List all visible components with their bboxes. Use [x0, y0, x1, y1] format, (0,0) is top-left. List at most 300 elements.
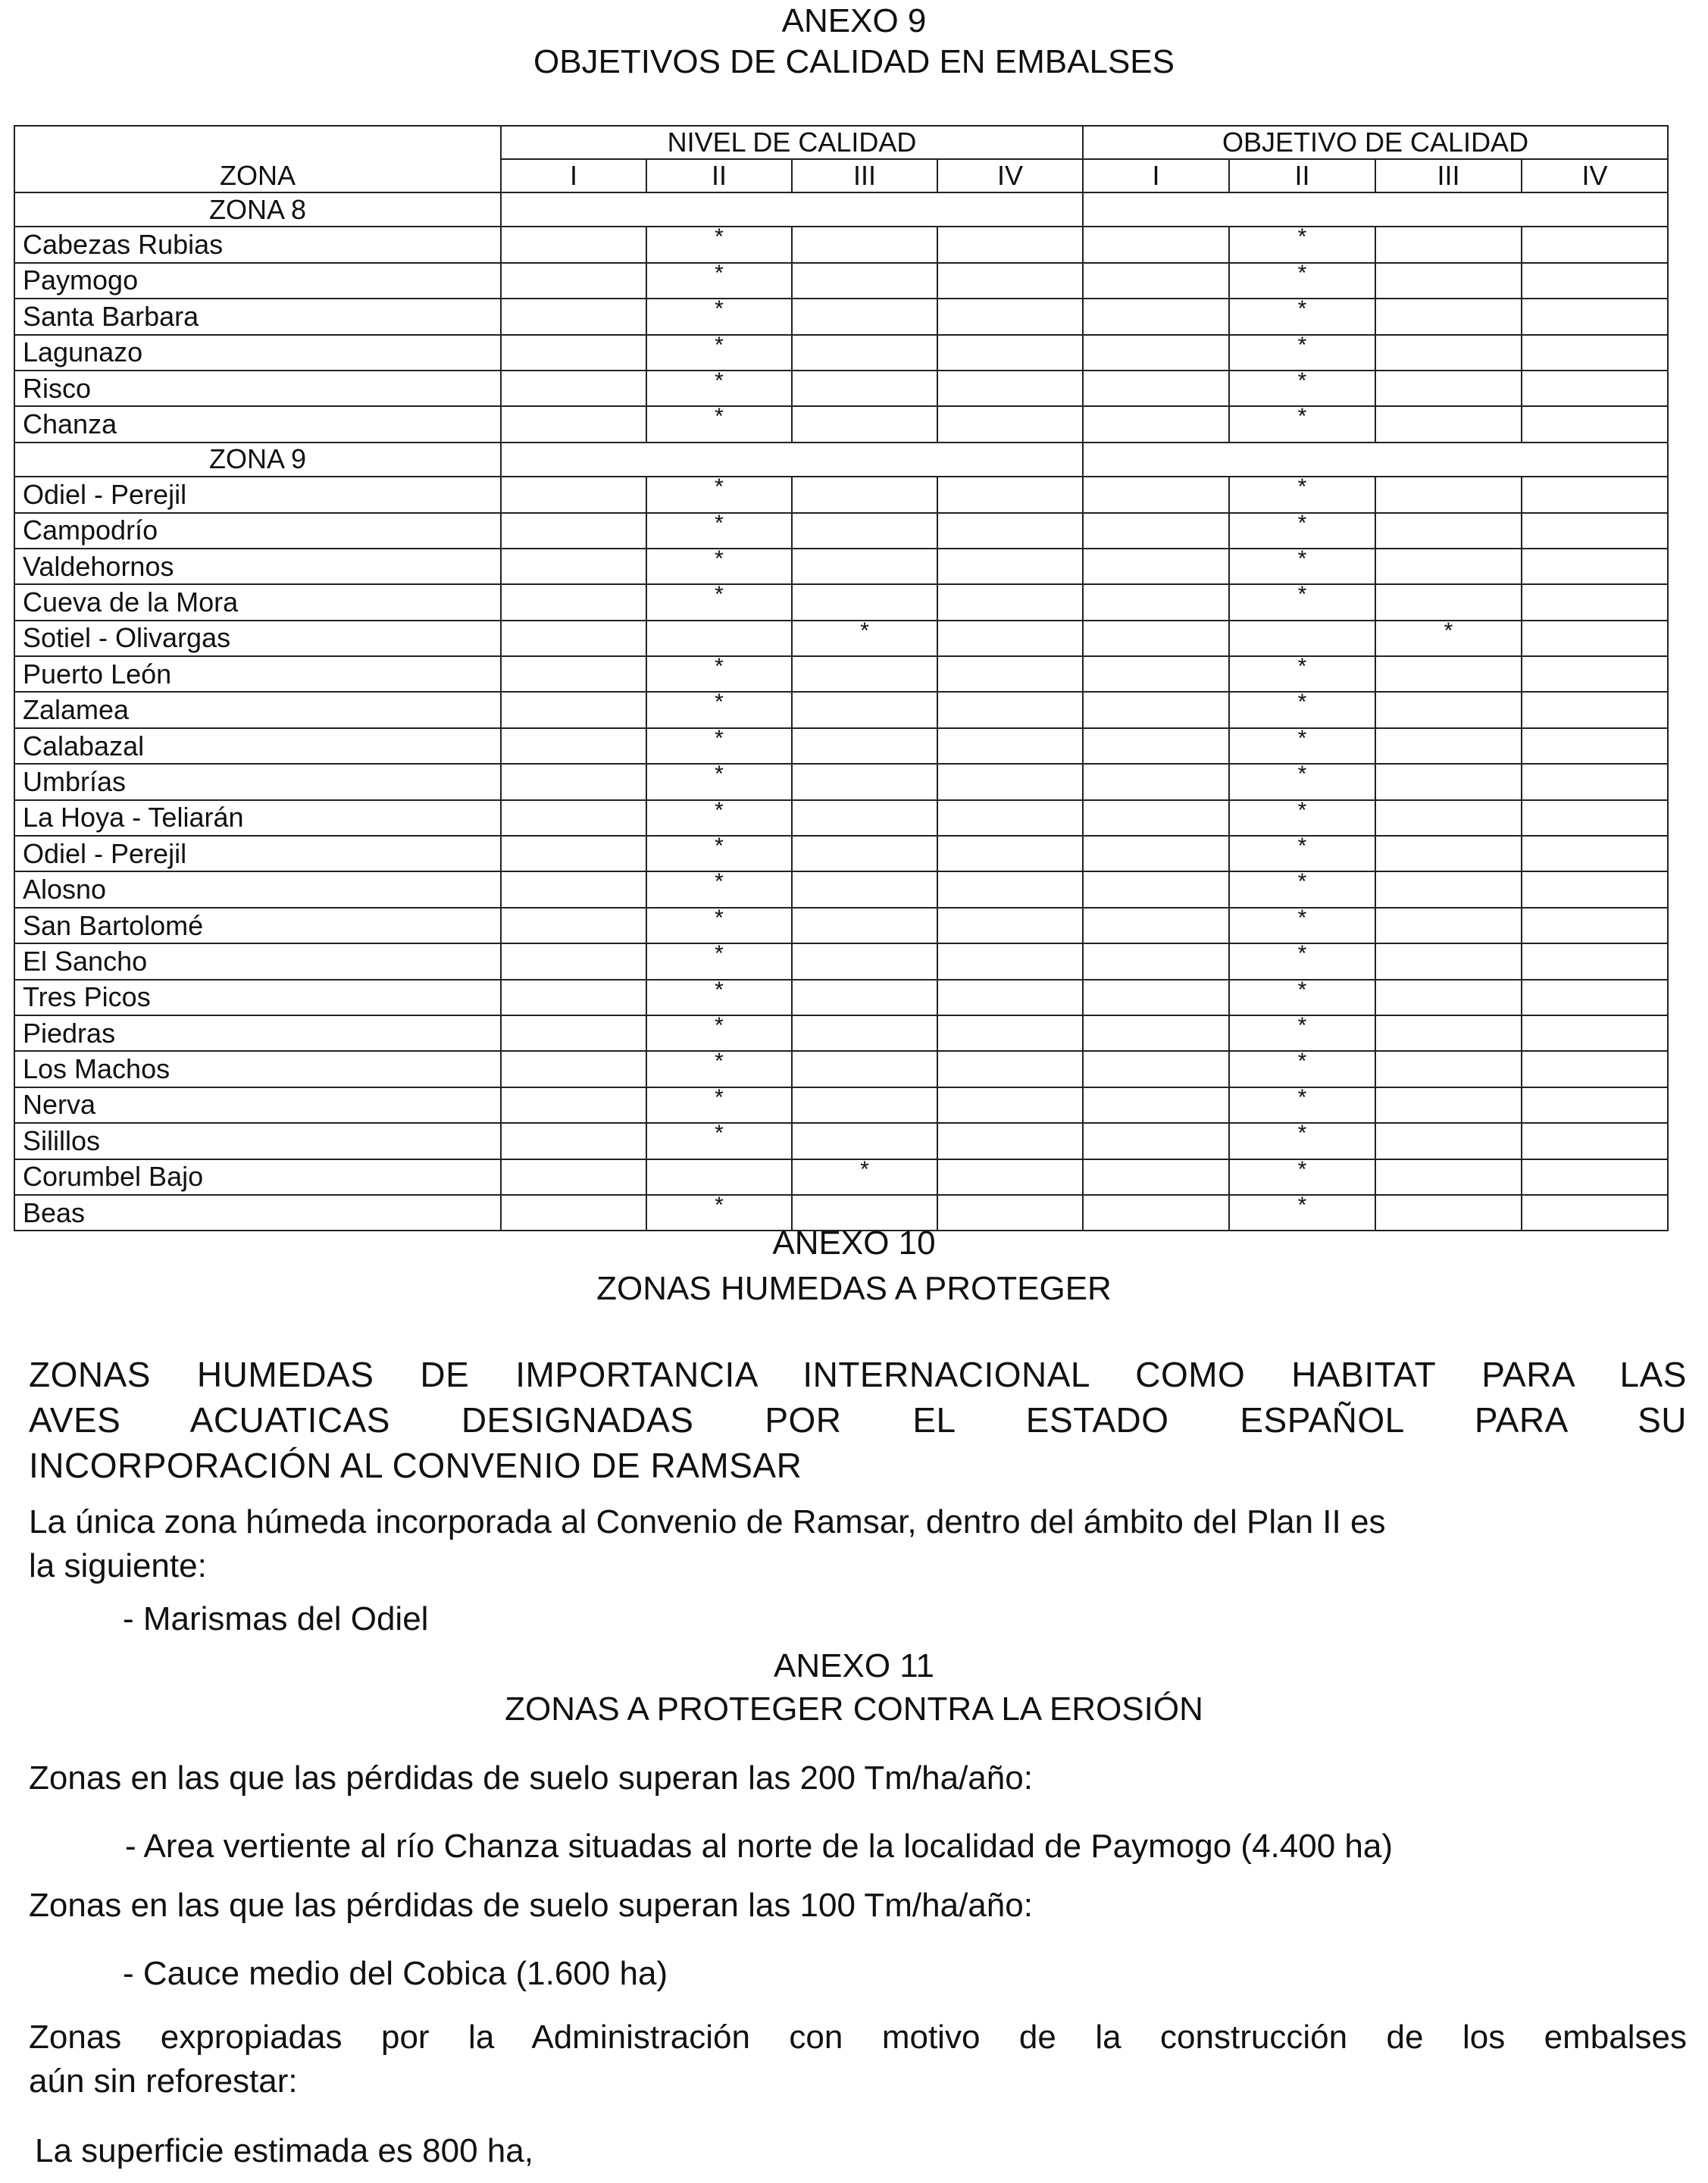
nivel-cell-iii — [792, 908, 937, 943]
asterisk-mark: * — [1297, 406, 1307, 430]
reservoir-name: Los Machos — [14, 1051, 501, 1087]
objetivo-cell-iii — [1375, 656, 1522, 692]
nivel-cell-ii — [646, 800, 792, 836]
objetivo-cell-iv — [1522, 513, 1668, 549]
table-row — [14, 1051, 1668, 1087]
anexo10-title: ANEXO 10 — [772, 1224, 936, 1262]
objetivo-cell-iv — [1522, 584, 1668, 620]
objetivo-cell-iv — [1522, 371, 1668, 406]
objetivo-cell-i — [1083, 371, 1229, 406]
zone-column-header: ZONA — [14, 126, 501, 192]
reservoir-name: Santa Barbara — [14, 299, 501, 334]
objetivo-cell-iv — [1522, 227, 1668, 262]
asterisk-mark: * — [715, 406, 724, 430]
nivel-cell-i — [501, 1087, 646, 1123]
nivel-cell-ii — [646, 764, 792, 799]
reservoir-name: El Sancho — [14, 943, 501, 979]
asterisk-mark: * — [715, 334, 724, 358]
asterisk-mark: * — [715, 584, 724, 608]
objetivo-cell-iv — [1522, 335, 1668, 371]
nivel-cell-iii — [792, 943, 937, 979]
nivel-cell-ii — [646, 477, 792, 512]
asterisk-mark: * — [1297, 727, 1307, 751]
erosion-200-label: Zonas en las que las pérdidas de suelo superan las 200 Tm/ha/año: — [29, 1759, 1033, 1797]
nivel-cell-ii — [646, 621, 792, 656]
nivel-cell-iv — [937, 477, 1083, 512]
objetivo-cell-ii — [1229, 1123, 1375, 1159]
table-row — [14, 943, 1668, 979]
reservoir-name: Umbrías — [14, 764, 501, 799]
ramsar-heading-line2: AVES ACUATICAS DESIGNADAS POR EL ESTADO ESPAÑOL PARA SU — [29, 1400, 1687, 1440]
objetivo-cell-ii — [1229, 1159, 1375, 1195]
objetivo-level-i: I — [1083, 159, 1229, 192]
nivel-cell-ii — [646, 299, 792, 334]
zone-objetivo-span — [1083, 443, 1668, 477]
objetivo-cell-i — [1083, 584, 1229, 620]
objetivo-cell-ii — [1229, 584, 1375, 620]
nivel-level-iii: III — [792, 159, 937, 192]
objetivo-cell-ii — [1229, 908, 1375, 943]
reservoir-name: Sotiel - Olivargas — [14, 621, 501, 656]
objetivo-cell-iii — [1375, 728, 1522, 764]
nivel-cell-ii — [646, 1051, 792, 1087]
asterisk-mark: * — [1297, 943, 1307, 967]
reservoir-name: Campodrío — [14, 513, 501, 549]
nivel-cell-iv — [937, 1123, 1083, 1159]
anexo11-subtitle: ZONAS A PROTEGER CONTRA LA EROSIÓN — [505, 1690, 1203, 1728]
nivel-cell-i — [501, 477, 646, 512]
objetivo-cell-iv — [1522, 980, 1668, 1015]
objetivo-cell-iii — [1375, 584, 1522, 620]
objetivo-cell-iii — [1375, 692, 1522, 727]
objetivo-cell-iii — [1375, 908, 1522, 943]
nivel-cell-iii — [792, 656, 937, 692]
table-row — [14, 406, 1668, 442]
reservoir-name: Tres Picos — [14, 980, 501, 1015]
nivel-cell-iii — [792, 1051, 937, 1087]
anexo11-title: ANEXO 11 — [774, 1647, 934, 1684]
nivel-cell-ii — [646, 263, 792, 299]
asterisk-mark: * — [1297, 907, 1307, 930]
objetivo-cell-iii — [1375, 227, 1522, 262]
nivel-cell-ii — [646, 335, 792, 371]
nivel-cell-iii — [792, 1087, 937, 1123]
nivel-cell-i — [501, 800, 646, 836]
nivel-cell-iv — [937, 980, 1083, 1015]
asterisk-mark: * — [715, 764, 724, 787]
nivel-cell-iv — [937, 656, 1083, 692]
table-row — [14, 692, 1668, 727]
objetivo-cell-i — [1083, 227, 1229, 262]
asterisk-mark: * — [715, 943, 724, 967]
asterisk-mark: * — [1297, 370, 1307, 393]
asterisk-mark: * — [1297, 548, 1307, 571]
table-row — [14, 800, 1668, 836]
nivel-cell-iv — [937, 871, 1083, 907]
objetivo-cell-iii — [1375, 1051, 1522, 1087]
table-row — [14, 728, 1668, 764]
asterisk-mark: * — [1297, 584, 1307, 608]
nivel-cell-iv — [937, 1051, 1083, 1087]
asterisk-mark: * — [715, 1015, 724, 1038]
objetivo-cell-ii — [1229, 406, 1375, 442]
asterisk-mark: * — [1444, 620, 1453, 643]
anexo9-title: ANEXO 9 — [781, 2, 927, 39]
nivel-cell-ii — [646, 871, 792, 907]
nivel-cell-iv — [937, 584, 1083, 620]
objetivo-cell-ii — [1229, 1051, 1375, 1087]
objetivo-cell-i — [1083, 1051, 1229, 1087]
objetivo-cell-iv — [1522, 549, 1668, 584]
nivel-cell-i — [501, 1051, 646, 1087]
objetivo-cell-ii — [1229, 335, 1375, 371]
nivel-cell-iii — [792, 406, 937, 442]
nivel-cell-iii — [792, 800, 937, 836]
nivel-cell-i — [501, 728, 646, 764]
objetivo-cell-iv — [1522, 908, 1668, 943]
reservoir-name: Beas — [14, 1195, 501, 1231]
asterisk-mark: * — [715, 871, 724, 895]
ramsar-heading-line1: ZONAS HUMEDAS DE IMPORTANCIA INTERNACIONAL COMO HABITAT PARA LAS — [29, 1355, 1687, 1394]
nivel-cell-i — [501, 621, 646, 656]
objetivo-cell-i — [1083, 692, 1229, 727]
objetivo-cell-ii — [1229, 871, 1375, 907]
nivel-cell-iv — [937, 406, 1083, 442]
objetivo-cell-ii — [1229, 477, 1375, 512]
objetivo-cell-ii — [1229, 263, 1375, 299]
nivel-cell-i — [501, 1015, 646, 1051]
asterisk-mark: * — [1297, 1194, 1307, 1218]
table-row — [14, 477, 1668, 512]
objetivo-cell-i — [1083, 836, 1229, 871]
estimated-area-line: La superficie estimada es 800 ha, — [35, 2132, 533, 2169]
asterisk-mark: * — [715, 262, 724, 286]
asterisk-mark: * — [715, 512, 724, 536]
reservoir-name: Silillos — [14, 1123, 501, 1159]
asterisk-mark: * — [1297, 656, 1307, 680]
objetivo-cell-ii — [1229, 980, 1375, 1015]
table-row — [14, 335, 1668, 371]
nivel-cell-iv — [937, 1087, 1083, 1123]
nivel-cell-i — [501, 692, 646, 727]
asterisk-mark: * — [1297, 799, 1307, 823]
nivel-cell-iii — [792, 263, 937, 299]
objetivo-cell-iii — [1375, 871, 1522, 907]
quality-objectives-table — [14, 125, 1669, 1231]
nivel-cell-iv — [937, 1015, 1083, 1051]
asterisk-mark: * — [1297, 692, 1307, 715]
nivel-cell-i — [501, 299, 646, 334]
asterisk-mark: * — [1297, 1123, 1307, 1146]
asterisk-mark: * — [715, 1123, 724, 1146]
objetivo-cell-iv — [1522, 692, 1668, 727]
nivel-cell-i — [501, 871, 646, 907]
nivel-cell-iv — [937, 908, 1083, 943]
nivel-cell-ii — [646, 656, 792, 692]
objetivo-cell-iii — [1375, 836, 1522, 871]
nivel-cell-ii — [646, 1015, 792, 1051]
objetivo-cell-i — [1083, 1159, 1229, 1195]
objetivo-cell-iii — [1375, 1015, 1522, 1051]
asterisk-mark: * — [715, 799, 724, 823]
objetivo-cell-ii — [1229, 513, 1375, 549]
objetivo-cell-ii — [1229, 227, 1375, 262]
asterisk-mark: * — [1297, 512, 1307, 536]
nivel-cell-iii — [792, 980, 937, 1015]
objetivo-cell-iii — [1375, 335, 1522, 371]
objetivo-cell-iv — [1522, 621, 1668, 656]
nivel-cell-ii — [646, 1159, 792, 1195]
asterisk-mark: * — [1297, 334, 1307, 358]
asterisk-mark: * — [1297, 1159, 1307, 1182]
objetivo-cell-i — [1083, 1087, 1229, 1123]
asterisk-mark: * — [715, 548, 724, 571]
objetivo-cell-ii — [1229, 764, 1375, 799]
asterisk-mark: * — [715, 299, 724, 322]
nivel-cell-ii — [646, 584, 792, 620]
objetivo-cell-iii — [1375, 1087, 1522, 1123]
asterisk-mark: * — [715, 836, 724, 859]
nivel-cell-i — [501, 1159, 646, 1195]
nivel-cell-iv — [937, 299, 1083, 334]
nivel-cell-iv — [937, 800, 1083, 836]
objetivo-cell-i — [1083, 764, 1229, 799]
nivel-cell-i — [501, 584, 646, 620]
nivel-cell-iii — [792, 1015, 937, 1051]
table-row — [14, 656, 1668, 692]
asterisk-mark: * — [715, 227, 724, 250]
reservoir-name: Calabazal — [14, 728, 501, 764]
table-row — [14, 764, 1668, 799]
objetivo-cell-ii — [1229, 800, 1375, 836]
reservoir-name: Nerva — [14, 1087, 501, 1123]
objetivo-header: OBJETIVO DE CALIDAD — [1083, 126, 1668, 159]
nivel-cell-iv — [937, 943, 1083, 979]
nivel-cell-ii — [646, 1123, 792, 1159]
nivel-cell-ii — [646, 406, 792, 442]
zone-nivel-span — [501, 443, 1083, 477]
objetivo-cell-iv — [1522, 1159, 1668, 1195]
asterisk-mark: * — [715, 692, 724, 715]
objetivo-cell-i — [1083, 406, 1229, 442]
objetivo-cell-i — [1083, 621, 1229, 656]
nivel-cell-i — [501, 371, 646, 406]
objetivo-cell-ii — [1229, 1087, 1375, 1123]
objetivo-cell-i — [1083, 800, 1229, 836]
asterisk-mark: * — [715, 1087, 724, 1110]
objetivo-cell-iii — [1375, 621, 1522, 656]
objetivo-cell-iii — [1375, 943, 1522, 979]
nivel-cell-iv — [937, 335, 1083, 371]
objetivo-cell-i — [1083, 299, 1229, 334]
nivel-cell-ii — [646, 943, 792, 979]
reservoir-name: Zalamea — [14, 692, 501, 727]
table-row — [14, 1159, 1668, 1195]
reservoir-name: Risco — [14, 371, 501, 406]
nivel-cell-iii — [792, 1159, 937, 1195]
objetivo-cell-ii — [1229, 621, 1375, 656]
nivel-cell-iv — [937, 513, 1083, 549]
zone-objetivo-span — [1083, 192, 1668, 227]
nivel-cell-iii — [792, 513, 937, 549]
objetivo-cell-iv — [1522, 656, 1668, 692]
asterisk-mark: * — [1297, 477, 1307, 500]
nivel-cell-iii — [792, 371, 937, 406]
nivel-cell-ii — [646, 692, 792, 727]
zone-header-row — [14, 443, 1668, 477]
objetivo-cell-iv — [1522, 1051, 1668, 1087]
objetivo-cell-i — [1083, 871, 1229, 907]
nivel-cell-iii — [792, 692, 937, 727]
nivel-cell-i — [501, 656, 646, 692]
objetivo-cell-iv — [1522, 871, 1668, 907]
erosion-100-item: - Cauce medio del Cobica (1.600 ha) — [123, 1955, 668, 1992]
anexo10-subtitle: ZONAS HUMEDAS A PROTEGER — [596, 1270, 1112, 1307]
objetivo-cell-ii — [1229, 1015, 1375, 1051]
asterisk-mark: * — [860, 1159, 869, 1182]
zone-label: ZONA 9 — [14, 443, 501, 477]
nivel-cell-i — [501, 406, 646, 442]
nivel-cell-iii — [792, 1123, 937, 1159]
nivel-level-ii: II — [646, 159, 792, 192]
objetivo-cell-iii — [1375, 263, 1522, 299]
nivel-cell-iii — [792, 584, 937, 620]
asterisk-mark: * — [1297, 836, 1307, 859]
table-row — [14, 871, 1668, 907]
objetivo-cell-ii — [1229, 836, 1375, 871]
reservoir-name: Piedras — [14, 1015, 501, 1051]
nivel-cell-ii — [646, 1087, 792, 1123]
table-row — [14, 1123, 1668, 1159]
asterisk-mark: * — [1297, 979, 1307, 1002]
nivel-cell-ii — [646, 980, 792, 1015]
asterisk-mark: * — [715, 656, 724, 680]
erosion-100-label: Zonas en las que las pérdidas de suelo superan las 100 Tm/ha/año: — [29, 1887, 1033, 1924]
objetivo-cell-ii — [1229, 371, 1375, 406]
ramsar-heading-line3: INCORPORACIÓN AL CONVENIO DE RAMSAR — [29, 1446, 802, 1485]
reservoir-name: Paymogo — [14, 263, 501, 299]
objetivo-cell-i — [1083, 335, 1229, 371]
asterisk-mark: * — [860, 620, 869, 643]
nivel-cell-i — [501, 980, 646, 1015]
nivel-cell-ii — [646, 836, 792, 871]
nivel-cell-iv — [937, 692, 1083, 727]
nivel-cell-iii — [792, 728, 937, 764]
nivel-cell-iii — [792, 871, 937, 907]
table-row — [14, 584, 1668, 620]
nivel-cell-ii — [646, 549, 792, 584]
objetivo-cell-iv — [1522, 764, 1668, 799]
asterisk-mark: * — [715, 1051, 724, 1074]
objetivo-cell-ii — [1229, 728, 1375, 764]
objetivo-cell-ii — [1229, 692, 1375, 727]
objetivo-cell-iii — [1375, 406, 1522, 442]
table-row — [14, 908, 1668, 943]
reservoir-name: Corumbel Bajo — [14, 1159, 501, 1195]
objetivo-cell-i — [1083, 1123, 1229, 1159]
objetivo-cell-iv — [1522, 800, 1668, 836]
objetivo-cell-i — [1083, 477, 1229, 512]
objetivo-cell-iii — [1375, 764, 1522, 799]
reservoir-name: Odiel - Perejil — [14, 477, 501, 512]
nivel-cell-iii — [792, 621, 937, 656]
objetivo-cell-iii — [1375, 1159, 1522, 1195]
nivel-cell-i — [501, 263, 646, 299]
objetivo-cell-i — [1083, 980, 1229, 1015]
nivel-cell-iii — [792, 836, 937, 871]
objetivo-cell-ii — [1229, 549, 1375, 584]
table-row — [14, 513, 1668, 549]
expropriated-zones-line1: Zonas expropiadas por la Administración con motivo de la construcción de los embalses — [29, 2019, 1687, 2056]
objetivo-cell-iii — [1375, 477, 1522, 512]
asterisk-mark: * — [715, 727, 724, 751]
nivel-cell-iii — [792, 299, 937, 334]
asterisk-mark: * — [715, 1194, 724, 1218]
nivel-cell-iv — [937, 1159, 1083, 1195]
nivel-cell-i — [501, 513, 646, 549]
asterisk-mark: * — [1297, 1087, 1307, 1110]
ramsar-list-item: - Marismas del Odiel — [123, 1600, 429, 1637]
objetivo-cell-i — [1083, 908, 1229, 943]
asterisk-mark: * — [715, 907, 724, 930]
nivel-cell-ii — [646, 371, 792, 406]
ramsar-paragraph-line1: La única zona húmeda incorporada al Convenio de Ramsar, dentro del ámbito del Plan II es — [29, 1503, 1386, 1540]
nivel-cell-i — [501, 227, 646, 262]
objetivo-cell-i — [1083, 513, 1229, 549]
table-row — [14, 980, 1668, 1015]
asterisk-mark: * — [715, 477, 724, 500]
objetivo-cell-iii — [1375, 980, 1522, 1015]
reservoir-name: Odiel - Perejil — [14, 836, 501, 871]
asterisk-mark: * — [1297, 262, 1307, 286]
objetivo-cell-iv — [1522, 943, 1668, 979]
nivel-cell-iv — [937, 549, 1083, 584]
table-row — [14, 621, 1668, 656]
reservoir-name: La Hoya - Teliarán — [14, 800, 501, 836]
nivel-header: NIVEL DE CALIDAD — [501, 126, 1083, 159]
nivel-cell-i — [501, 335, 646, 371]
asterisk-mark: * — [715, 370, 724, 393]
asterisk-mark: * — [1297, 764, 1307, 787]
nivel-cell-iii — [792, 477, 937, 512]
nivel-cell-iii — [792, 764, 937, 799]
asterisk-mark: * — [1297, 227, 1307, 250]
nivel-cell-iii — [792, 549, 937, 584]
reservoir-name: Valdehornos — [14, 549, 501, 584]
reservoir-name: Cabezas Rubias — [14, 227, 501, 262]
table-row — [14, 263, 1668, 299]
table-row — [14, 299, 1668, 334]
objetivo-cell-iv — [1522, 1123, 1668, 1159]
objetivo-level-iv: IV — [1522, 159, 1668, 192]
objetivo-cell-ii — [1229, 299, 1375, 334]
nivel-level-iv: IV — [937, 159, 1083, 192]
objetivo-cell-iii — [1375, 1123, 1522, 1159]
nivel-cell-ii — [646, 513, 792, 549]
objetivo-cell-iii — [1375, 800, 1522, 836]
reservoir-name: Chanza — [14, 406, 501, 442]
anexo9-subtitle: OBJETIVOS DE CALIDAD EN EMBALSES — [533, 43, 1175, 80]
nivel-cell-iv — [937, 227, 1083, 262]
reservoir-name: San Bartolomé — [14, 908, 501, 943]
nivel-cell-iv — [937, 728, 1083, 764]
objetivo-cell-iii — [1375, 299, 1522, 334]
asterisk-mark: * — [1297, 1015, 1307, 1038]
objetivo-cell-iv — [1522, 1015, 1668, 1051]
nivel-cell-ii — [646, 728, 792, 764]
nivel-cell-i — [501, 1123, 646, 1159]
nivel-cell-iii — [792, 227, 937, 262]
